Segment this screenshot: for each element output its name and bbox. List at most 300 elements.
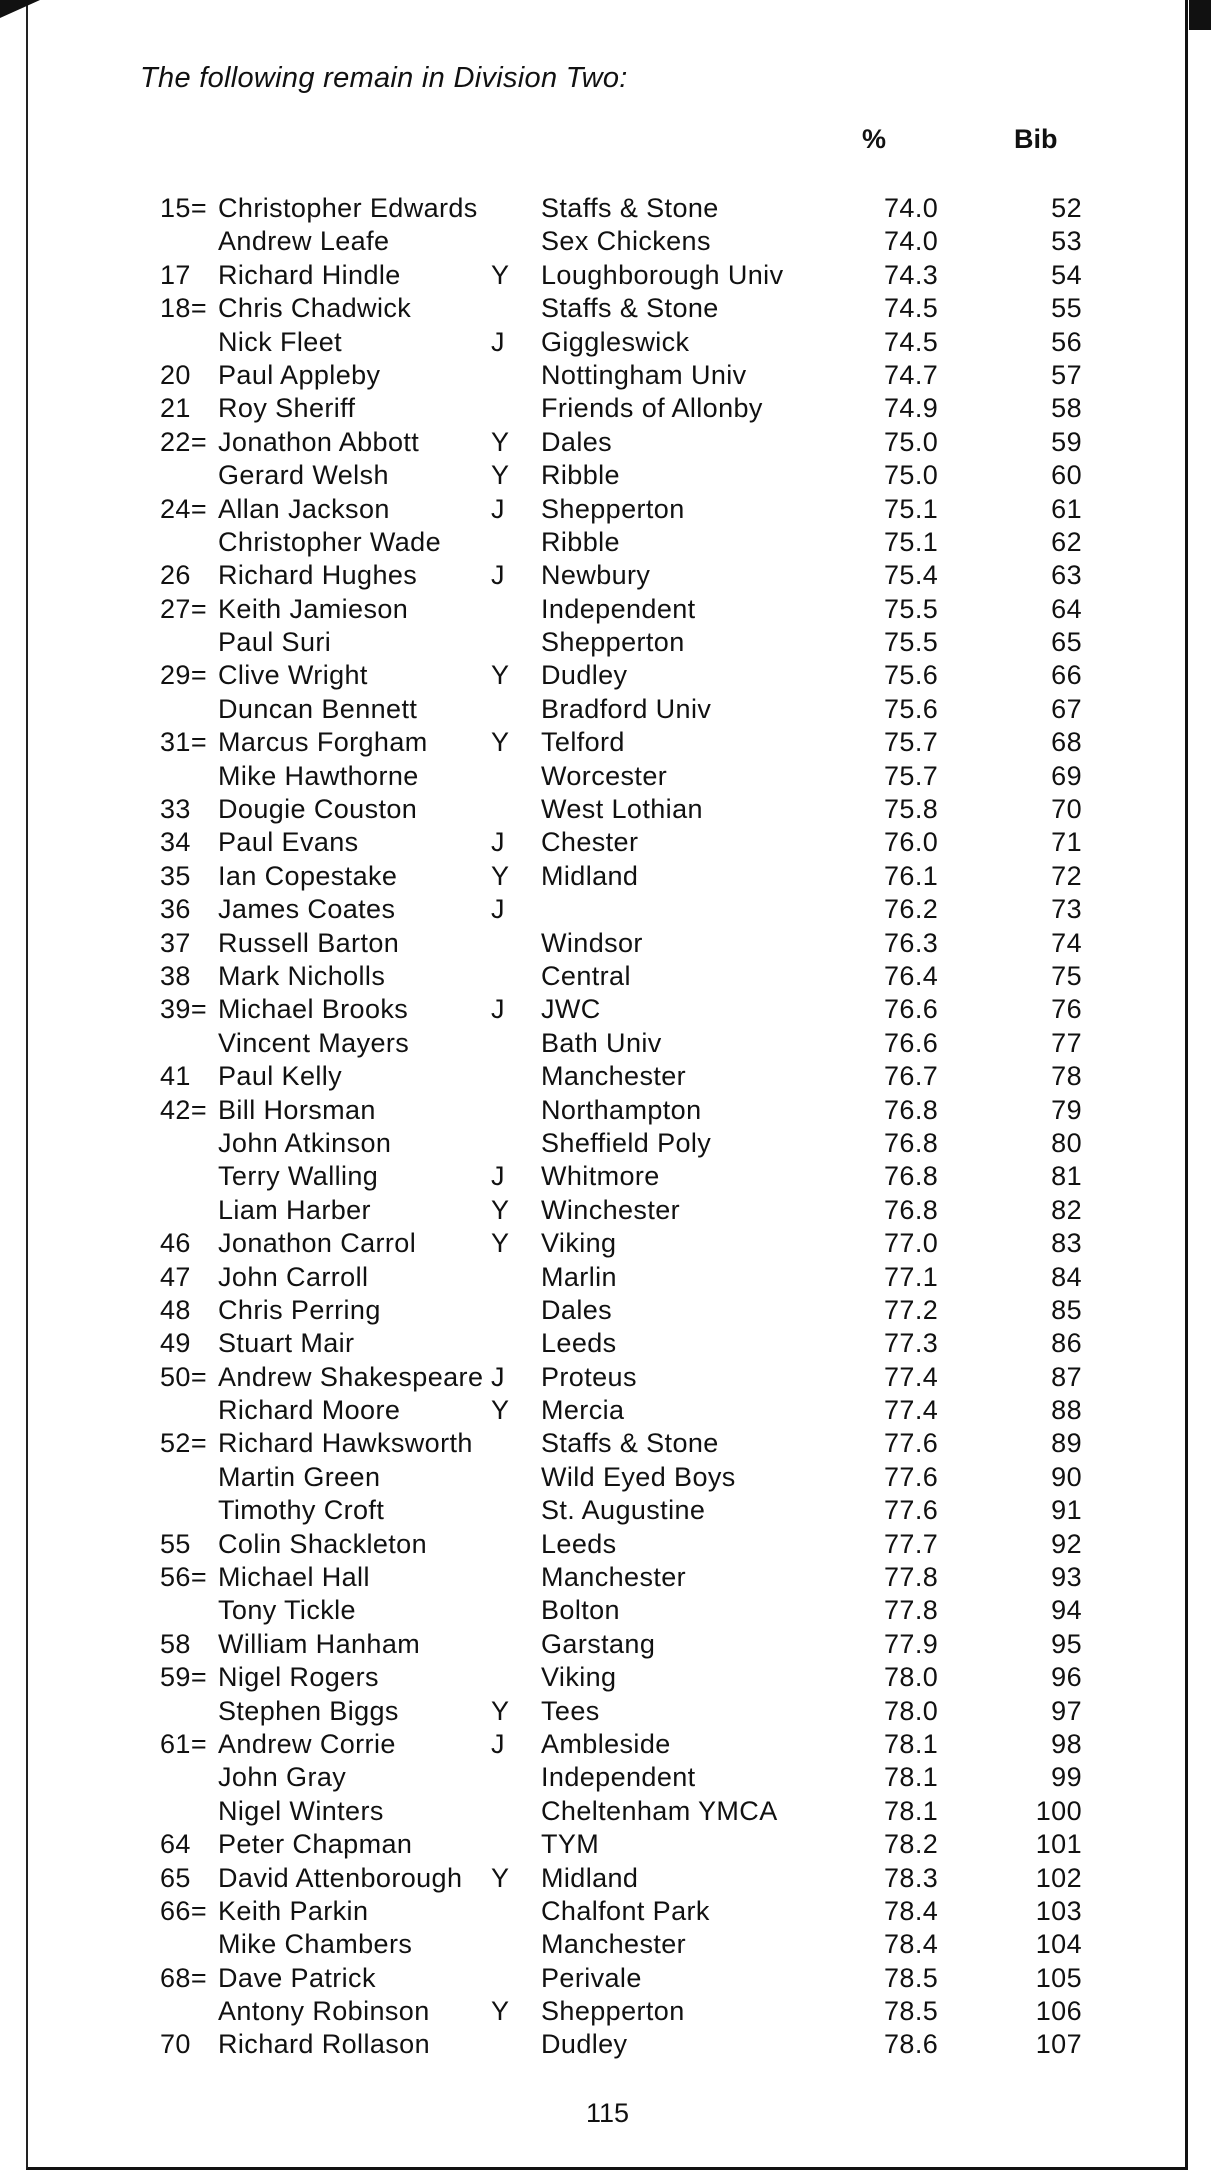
result-row (0, 1896, 1211, 1929)
bib-number: 96 (1051, 1662, 1082, 1693)
club-name: Bradford Univ (541, 693, 712, 724)
category-flag: J (491, 827, 505, 858)
percentage-value: 78.0 (884, 1695, 939, 1726)
percentage-value: 75.1 (884, 526, 939, 557)
result-row (0, 226, 1211, 259)
percentage-value: 75.6 (884, 660, 939, 691)
bib-number: 85 (1051, 1294, 1082, 1325)
result-row (0, 1629, 1211, 1662)
club-name: Proteus (541, 1361, 637, 1392)
category-flag: J (491, 493, 505, 524)
club-name: Independent (541, 593, 696, 624)
competitor-name: Keith Jamieson (218, 593, 409, 624)
category-flag: Y (491, 660, 510, 691)
competitor-name: Allan Jackson (218, 493, 390, 524)
percentage-value: 78.1 (884, 1795, 939, 1826)
bib-number: 76 (1051, 994, 1082, 1025)
club-name: Shepperton (541, 493, 685, 524)
competitor-name: Martin Green (218, 1461, 381, 1492)
page-edge-mark (1189, 0, 1211, 30)
club-name: Midland (541, 860, 639, 891)
competitor-name: Richard Hawksworth (218, 1428, 473, 1459)
position-number: 48 (160, 1294, 191, 1325)
competitor-name: Dave Patrick (218, 1962, 376, 1993)
percentage-value: 75.1 (884, 493, 939, 524)
percentage-value: 77.4 (884, 1395, 939, 1426)
percentage-value: 75.7 (884, 760, 939, 791)
club-name: Loughborough Univ (541, 259, 784, 290)
percentage-value: 76.6 (884, 994, 939, 1025)
result-row (0, 727, 1211, 760)
competitor-name: John Atkinson (218, 1127, 392, 1158)
result-row (0, 193, 1211, 226)
competitor-name: Nigel Rogers (218, 1662, 379, 1693)
bib-number: 55 (1051, 293, 1082, 324)
percentage-value: 75.5 (884, 593, 939, 624)
percentage-value: 77.8 (884, 1562, 939, 1593)
bib-number: 60 (1051, 460, 1082, 491)
club-name: Telford (541, 727, 625, 758)
category-flag: J (491, 894, 505, 925)
percentage-value: 78.4 (884, 1895, 939, 1926)
competitor-name: Chris Chadwick (218, 293, 412, 324)
bib-number: 97 (1051, 1695, 1082, 1726)
percentage-value: 75.6 (884, 693, 939, 724)
competitor-name: Antony Robinson (218, 1996, 430, 2027)
result-row (0, 327, 1211, 360)
competitor-name: Russell Barton (218, 927, 400, 958)
position-number: 24= (160, 493, 207, 524)
result-row (0, 1796, 1211, 1829)
competitor-name: Duncan Bennett (218, 693, 418, 724)
position-number: 37 (160, 927, 191, 958)
result-row (0, 1095, 1211, 1128)
result-row (0, 494, 1211, 527)
club-name: Manchester (541, 1929, 687, 1960)
club-name: Winchester (541, 1194, 681, 1225)
club-name: Staffs & Stone (541, 293, 719, 324)
position-number: 20 (160, 359, 191, 390)
club-name: Worcester (541, 760, 668, 791)
bib-column-header: Bib (1014, 124, 1058, 154)
result-row (0, 1495, 1211, 1528)
club-name: Dales (541, 426, 613, 457)
category-flag: J (491, 326, 505, 357)
bib-number: 70 (1051, 794, 1082, 825)
club-name: Dudley (541, 660, 628, 691)
club-name: Dudley (541, 2029, 628, 2060)
competitor-name: Richard Rollason (218, 2029, 430, 2060)
competitor-name: Liam Harber (218, 1194, 371, 1225)
competitor-name: Chris Perring (218, 1294, 381, 1325)
club-name: Giggleswick (541, 326, 690, 357)
position-number: 18= (160, 293, 207, 324)
result-row (0, 1128, 1211, 1161)
bib-number: 64 (1051, 593, 1082, 624)
position-number: 34 (160, 827, 191, 858)
bib-number: 107 (1035, 2029, 1082, 2060)
competitor-name: Michael Hall (218, 1562, 370, 1593)
competitor-name: Mike Chambers (218, 1929, 413, 1960)
category-flag: Y (491, 1862, 510, 1893)
bib-number: 89 (1051, 1428, 1082, 1459)
percentage-value: 77.6 (884, 1461, 939, 1492)
position-number: 27= (160, 593, 207, 624)
result-row (0, 427, 1211, 460)
result-row (0, 1662, 1211, 1695)
result-row (0, 1863, 1211, 1896)
club-name: Staffs & Stone (541, 1428, 719, 1459)
position-number: 41 (160, 1061, 191, 1092)
result-row (0, 1328, 1211, 1361)
position-number: 26 (160, 560, 191, 591)
competitor-name: Andrew Shakespeare (218, 1361, 484, 1392)
competitor-name: Jonathon Abbott (218, 426, 420, 457)
category-flag: Y (491, 1194, 510, 1225)
bib-number: 69 (1051, 760, 1082, 791)
percentage-value: 78.5 (884, 1962, 939, 1993)
competitor-name: Gerard Welsh (218, 460, 389, 491)
bib-number: 52 (1051, 193, 1082, 223)
percentage-value: 77.6 (884, 1495, 939, 1526)
bib-number: 53 (1051, 226, 1082, 257)
club-name: Whitmore (541, 1161, 660, 1192)
position-number: 59= (160, 1662, 207, 1693)
percentage-value: 76.2 (884, 894, 939, 925)
bib-number: 58 (1051, 393, 1082, 424)
result-row (0, 961, 1211, 994)
result-row (0, 1295, 1211, 1328)
percentage-value: 78.1 (884, 1728, 939, 1759)
competitor-name: John Gray (218, 1762, 347, 1793)
bib-number: 87 (1051, 1361, 1082, 1392)
bib-number: 84 (1051, 1261, 1082, 1292)
result-row (0, 1195, 1211, 1228)
bib-number: 63 (1051, 560, 1082, 591)
category-flag: Y (491, 426, 510, 457)
percentage-value: 76.8 (884, 1094, 939, 1125)
club-name: Viking (541, 1662, 617, 1693)
competitor-name: Paul Kelly (218, 1061, 343, 1092)
position-number: 31= (160, 727, 207, 758)
bib-number: 72 (1051, 860, 1082, 891)
club-name: Midland (541, 1862, 639, 1893)
position-number: 17 (160, 259, 191, 290)
percentage-value: 77.0 (884, 1228, 939, 1259)
position-number: 66= (160, 1895, 207, 1926)
bib-number: 94 (1051, 1595, 1082, 1626)
bib-number: 77 (1051, 1027, 1082, 1058)
bib-number: 101 (1035, 1829, 1082, 1860)
club-name: Bath Univ (541, 1027, 662, 1058)
percentage-value: 78.6 (884, 2029, 939, 2060)
competitor-name: Clive Wright (218, 660, 368, 691)
percent-column-header: % (862, 124, 887, 154)
percentage-value: 74.9 (884, 393, 939, 424)
result-row (0, 1996, 1211, 2029)
bib-number: 78 (1051, 1061, 1082, 1092)
position-number: 39= (160, 994, 207, 1025)
bib-number: 68 (1051, 727, 1082, 758)
result-row (0, 894, 1211, 927)
competitor-name: Andrew Corrie (218, 1728, 396, 1759)
bib-number: 105 (1035, 1962, 1082, 1993)
percentage-value: 77.7 (884, 1528, 939, 1559)
bib-number: 56 (1051, 326, 1082, 357)
result-row (0, 560, 1211, 593)
result-row (0, 594, 1211, 627)
competitor-name: Richard Hughes (218, 560, 418, 591)
competitor-name: Paul Suri (218, 627, 332, 658)
result-row (0, 1362, 1211, 1395)
bib-number: 82 (1051, 1194, 1082, 1225)
result-row (0, 1061, 1211, 1094)
category-flag: Y (491, 1996, 510, 2027)
percentage-value: 75.8 (884, 794, 939, 825)
result-row (0, 1696, 1211, 1729)
result-row (0, 1529, 1211, 1562)
bib-number: 79 (1051, 1094, 1082, 1125)
competitor-name: Paul Evans (218, 827, 359, 858)
competitor-name: Peter Chapman (218, 1829, 413, 1860)
competitor-name: Colin Shackleton (218, 1528, 428, 1559)
club-name: Marlin (541, 1261, 617, 1292)
club-name: Leeds (541, 1528, 617, 1559)
category-flag: J (491, 1161, 505, 1192)
percentage-value: 76.0 (884, 827, 939, 858)
result-row (0, 2029, 1211, 2062)
result-row (0, 1462, 1211, 1495)
bib-number: 61 (1051, 493, 1082, 524)
percentage-value: 74.5 (884, 326, 939, 357)
result-row (0, 660, 1211, 693)
result-row (0, 1963, 1211, 1996)
club-name: Dales (541, 1294, 613, 1325)
percentage-value: 78.3 (884, 1862, 939, 1893)
category-flag: J (491, 994, 505, 1025)
club-name: Chalfont Park (541, 1895, 710, 1926)
result-row (0, 694, 1211, 727)
club-name: Manchester (541, 1061, 687, 1092)
percentage-value: 77.9 (884, 1628, 939, 1659)
percentage-value: 74.7 (884, 359, 939, 390)
result-row (0, 1929, 1211, 1962)
section-heading: The following remain in Division Two: (140, 62, 628, 94)
percentage-value: 76.8 (884, 1127, 939, 1158)
bib-number: 98 (1051, 1728, 1082, 1759)
result-row (0, 260, 1211, 293)
position-number: 15= (160, 193, 207, 223)
club-name: Shepperton (541, 627, 685, 658)
result-row (0, 627, 1211, 660)
bib-number: 91 (1051, 1495, 1082, 1526)
club-name: Shepperton (541, 1996, 685, 2027)
bib-number: 100 (1035, 1795, 1082, 1826)
result-row (0, 827, 1211, 860)
percentage-value: 76.3 (884, 927, 939, 958)
competitor-name: Christopher Wade (218, 526, 441, 557)
club-name: Chester (541, 827, 639, 858)
result-row (0, 1395, 1211, 1428)
club-name: Staffs & Stone (541, 193, 719, 223)
category-flag: Y (491, 259, 510, 290)
position-number: 64 (160, 1829, 191, 1860)
result-row (0, 1028, 1211, 1061)
result-row (0, 761, 1211, 794)
percentage-value: 78.5 (884, 1996, 939, 2027)
competitor-name: Christopher Edwards (218, 193, 478, 223)
position-number: 68= (160, 1962, 207, 1993)
bib-number: 73 (1051, 894, 1082, 925)
club-name: Viking (541, 1228, 617, 1259)
club-name: Manchester (541, 1562, 687, 1593)
bib-number: 71 (1051, 827, 1082, 858)
category-flag: Y (491, 1395, 510, 1426)
position-number: 70 (160, 2029, 191, 2060)
club-name: Ribble (541, 460, 620, 491)
position-number: 29= (160, 660, 207, 691)
club-name: Ambleside (541, 1728, 671, 1759)
bib-number: 81 (1051, 1161, 1082, 1192)
bib-number: 83 (1051, 1228, 1082, 1259)
club-name: Nottingham Univ (541, 359, 747, 390)
result-row (0, 994, 1211, 1027)
bib-number: 67 (1051, 693, 1082, 724)
result-row (0, 393, 1211, 426)
bib-number: 88 (1051, 1395, 1082, 1426)
result-row (0, 1262, 1211, 1295)
club-name: Sheffield Poly (541, 1127, 712, 1158)
competitor-name: Tony Tickle (218, 1595, 356, 1626)
club-name: Ribble (541, 526, 620, 557)
position-number: 33 (160, 794, 191, 825)
page-number: 115 (586, 2098, 630, 2128)
competitor-name: Terry Walling (218, 1161, 379, 1192)
club-name: Northampton (541, 1094, 702, 1125)
club-name: Tees (541, 1695, 600, 1726)
competitor-name: Andrew Leafe (218, 226, 390, 257)
competitor-name: William Hanham (218, 1628, 421, 1659)
position-number: 46 (160, 1228, 191, 1259)
club-name: Mercia (541, 1395, 625, 1426)
category-flag: Y (491, 1228, 510, 1259)
competitor-name: Paul Appleby (218, 359, 381, 390)
percentage-value: 75.0 (884, 460, 939, 491)
position-number: 61= (160, 1728, 207, 1759)
percentage-value: 78.4 (884, 1929, 939, 1960)
bib-number: 93 (1051, 1562, 1082, 1593)
position-number: 56= (160, 1562, 207, 1593)
percentage-value: 76.7 (884, 1061, 939, 1092)
position-number: 50= (160, 1361, 207, 1392)
club-name: Leeds (541, 1328, 617, 1359)
bib-number: 104 (1035, 1929, 1082, 1960)
percentage-value: 77.2 (884, 1294, 939, 1325)
percentage-value: 77.8 (884, 1595, 939, 1626)
club-name: Central (541, 960, 631, 991)
position-number: 55 (160, 1528, 191, 1559)
bib-number: 75 (1051, 960, 1082, 991)
bib-number: 62 (1051, 526, 1082, 557)
bib-number: 102 (1035, 1862, 1082, 1893)
position-number: 65 (160, 1862, 191, 1893)
percentage-value: 75.7 (884, 727, 939, 758)
percentage-value: 74.5 (884, 293, 939, 324)
percentage-value: 76.8 (884, 1194, 939, 1225)
club-name: Newbury (541, 560, 651, 591)
position-number: 42= (160, 1094, 207, 1125)
result-row (0, 1729, 1211, 1762)
percentage-value: 78.1 (884, 1762, 939, 1793)
percentage-value: 77.1 (884, 1261, 939, 1292)
position-number: 38 (160, 960, 191, 991)
percentage-value: 76.6 (884, 1027, 939, 1058)
bib-number: 59 (1051, 426, 1082, 457)
competitor-name: Mike Hawthorne (218, 760, 419, 791)
bib-number: 74 (1051, 927, 1082, 958)
competitor-name: Nick Fleet (218, 326, 343, 357)
percentage-value: 77.6 (884, 1428, 939, 1459)
competitor-name: Marcus Forgham (218, 727, 428, 758)
bib-number: 65 (1051, 627, 1082, 658)
position-number: 52= (160, 1428, 207, 1459)
competitor-name: Stephen Biggs (218, 1695, 399, 1726)
competitor-name: Michael Brooks (218, 994, 409, 1025)
result-row (0, 861, 1211, 894)
result-row (0, 1762, 1211, 1795)
result-row (0, 794, 1211, 827)
competitor-name: Richard Moore (218, 1395, 401, 1426)
club-name: Windsor (541, 927, 643, 958)
bib-number: 54 (1051, 259, 1082, 290)
bib-number: 92 (1051, 1528, 1082, 1559)
competitor-name: David Attenborough (218, 1862, 463, 1893)
percentage-value: 77.4 (884, 1361, 939, 1392)
club-name: Wild Eyed Boys (541, 1461, 736, 1492)
club-name: JWC (541, 994, 601, 1025)
position-number: 21 (160, 393, 191, 424)
club-name: Garstang (541, 1628, 656, 1659)
bib-number: 66 (1051, 660, 1082, 691)
club-name: Sex Chickens (541, 226, 711, 257)
percentage-value: 78.2 (884, 1829, 939, 1860)
competitor-name: Stuart Mair (218, 1328, 355, 1359)
result-row (0, 928, 1211, 961)
bib-number: 103 (1035, 1895, 1082, 1926)
percentage-value: 76.4 (884, 960, 939, 991)
competitor-name: Richard Hindle (218, 259, 401, 290)
percentage-value: 74.3 (884, 259, 939, 290)
club-name: St. Augustine (541, 1495, 706, 1526)
competitor-name: Jonathon Carrol (218, 1228, 417, 1259)
position-number: 49 (160, 1328, 191, 1359)
club-name: Perivale (541, 1962, 642, 1993)
bib-number: 80 (1051, 1127, 1082, 1158)
result-row (0, 1595, 1211, 1628)
category-flag: Y (491, 860, 510, 891)
competitor-name: Ian Copestake (218, 860, 398, 891)
competitor-name: John Carroll (218, 1261, 369, 1292)
club-name: TYM (541, 1829, 600, 1860)
result-row (0, 460, 1211, 493)
club-name: Bolton (541, 1595, 620, 1626)
bib-number: 90 (1051, 1461, 1082, 1492)
position-number: 35 (160, 860, 191, 891)
competitor-name: Vincent Mayers (218, 1027, 410, 1058)
category-flag: J (491, 560, 505, 591)
club-name: Cheltenham YMCA (541, 1795, 778, 1826)
result-row (0, 1161, 1211, 1194)
